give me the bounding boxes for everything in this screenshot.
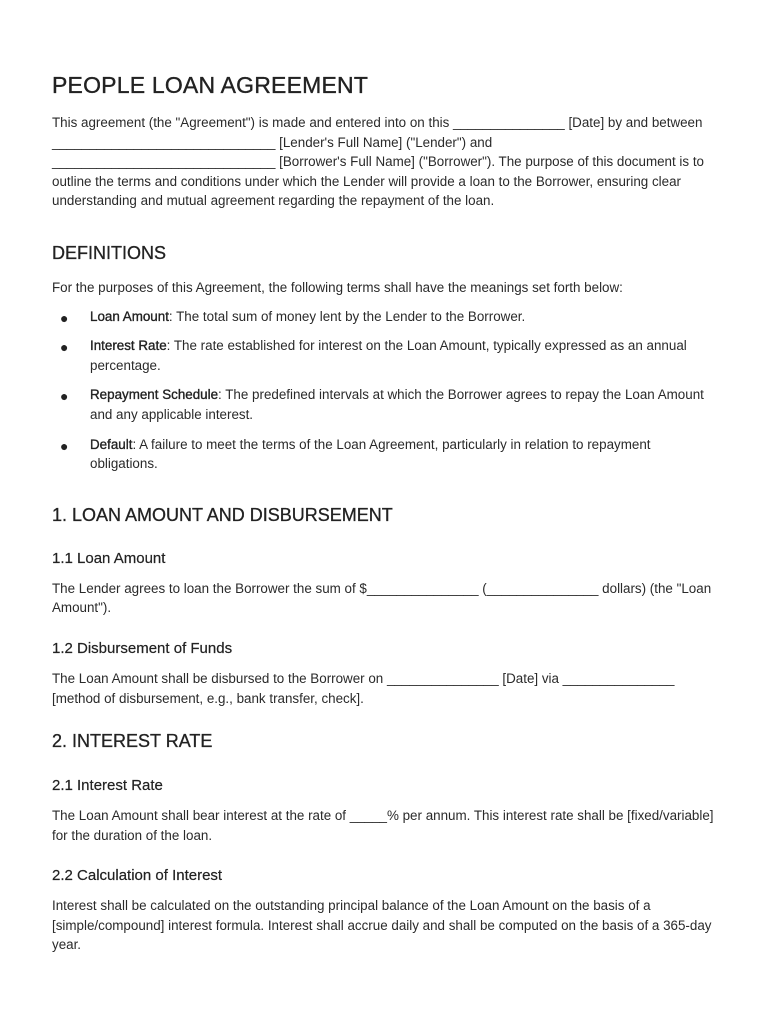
definition-term: Default [90,436,133,452]
definition-text: : The predefined intervals at which the Borrower agrees to repay the Loan Amount and any applicable interest. [90,387,704,422]
definition-term: Loan Amount [90,308,169,324]
section-2-1-heading: 2.1 Interest Rate [52,777,163,795]
list-item [52,336,718,375]
document-page [52,70,718,955]
bullet-icon: ● [60,309,69,326]
definition-term: Interest Rate [90,338,167,354]
definition-text: : A failure to meet the terms of the Loan Agreement, particularly in relation to repayment obligations. [90,436,651,472]
bullet-icon: ● [60,388,69,405]
section-1-heading: 1. LOAN AMOUNT AND DISBURSEMENT [52,504,393,525]
definitions-intro: For the purposes of this Agreement, the following terms shall have the meanings set forth below: [52,279,623,295]
list-item [52,435,718,474]
section-1-2-text: The Loan Amount shall be disbursed to the Borrower on _______________ [Date] via _______________ [method of disbursement, e.g., bank transfer, check]. [52,670,675,706]
section-1-1-text: The Lender agrees to loan the Borrower the sum of $_______________ (_______________ dollars) (the "Loan Amount"). [52,580,712,616]
bullet-icon: ● [60,437,69,454]
definitions-list [52,307,718,474]
bullet-icon: ● [60,339,69,356]
definition-term: Repayment Schedule [90,387,219,403]
section-2-2-heading: 2.2 Calculation of Interest [52,867,223,885]
definitions-heading: DEFINITIONS [52,242,167,263]
section-1-1-heading: 1.1 Loan Amount [52,549,166,567]
document-title: PEOPLE LOAN AGREEMENT [52,72,369,98]
section-1-2-heading: 1.2 Disbursement of Funds [52,639,233,657]
definition-text: : The rate established for interest on the Loan Amount, typically expressed as an annual percentage. [90,338,687,373]
section-2-heading: 2. INTEREST RATE [52,731,213,752]
intro-paragraph: This agreement (the "Agreement") is made and entered into on this _______________ [Date] by and between ______________________________ [Lender's Full Name] ("Lender") and ______________________________ [Borrower's Full Name] ("Borrower"). The purpose of this document is to outline the terms and conditions under which the Lender will provide a loan to the Borrower, ensuring clear understanding and mutual agreement regarding the repayment of the loan. [52,115,704,209]
list-item [52,385,718,424]
section-2-2-text: Interest shall be calculated on the outstanding principal balance of the Loan Amount on the basis of a [simple/compound] interest formula. Interest shall accrue daily and shall be computed on the basis of a 365-day year. [52,898,712,953]
list-item [52,307,718,327]
section-2-1-text: The Loan Amount shall bear interest at the rate of _____% per annum. This interest rate shall be [fixed/variable] for the duration of the loan. [52,808,714,843]
definition-text: : The total sum of money lent by the Lender to the Borrower. [168,308,526,324]
